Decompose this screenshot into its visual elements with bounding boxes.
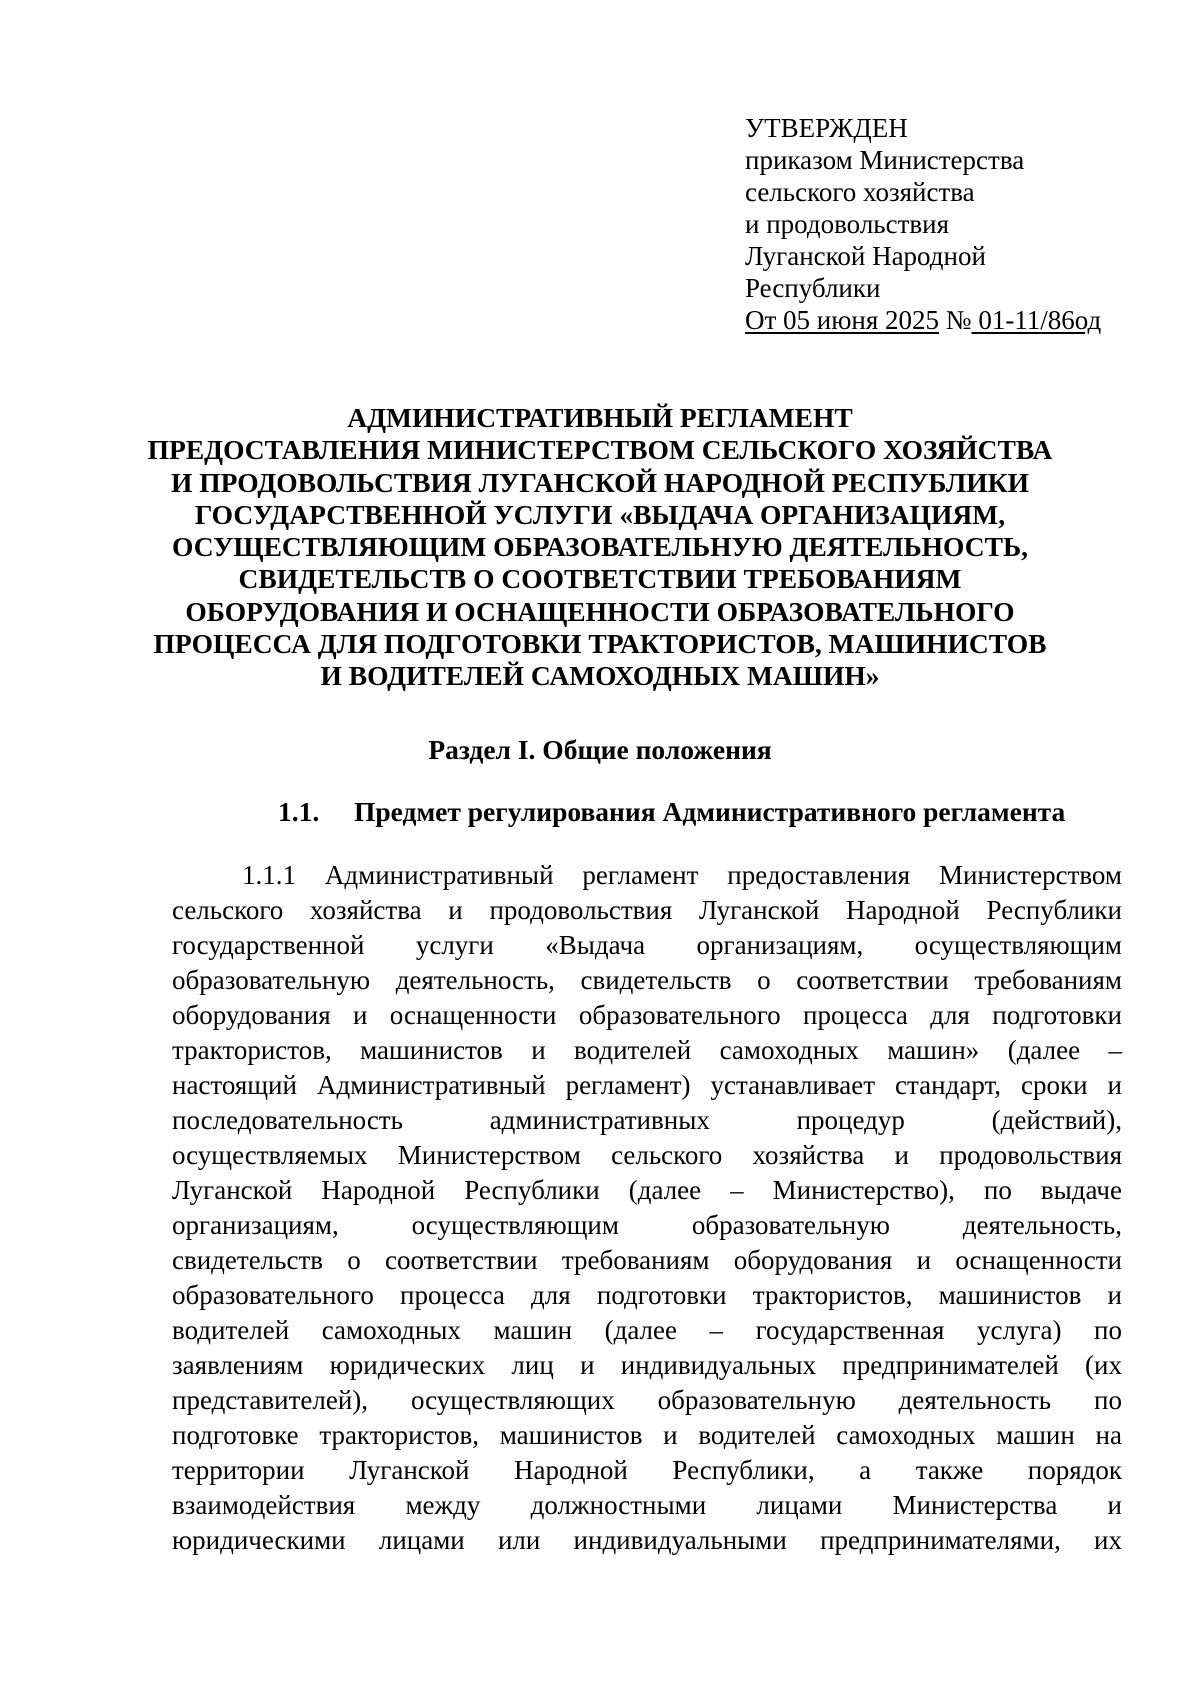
approval-line: Луганской Народной bbox=[745, 241, 986, 271]
approval-line: Республики bbox=[745, 273, 881, 303]
approval-number: 01-11/86од bbox=[978, 305, 1102, 335]
title-line: И ВОДИТЕЛЕЙ САМОХОДНЫХ МАШИН» bbox=[320, 660, 880, 692]
paragraph-line: водителей самоходных машин (далее – государственная услуга) по bbox=[172, 1315, 1122, 1345]
section-heading: Раздел I. Общие положения bbox=[428, 734, 772, 765]
paragraph-line: подготовке трактористов, машинистов и водителей самоходных машин на bbox=[172, 1420, 1122, 1450]
paragraph-line: осуществляемых Министерством сельского хозяйства и продовольствия bbox=[172, 1140, 1122, 1170]
paragraph-line: трактористов, машинистов и водителей самоходных машин» (далее – bbox=[172, 1035, 1122, 1065]
title-line: СВИДЕТЕЛЬСТВ О СООТВЕТСТВИИ ТРЕБОВАНИЯМ bbox=[238, 563, 962, 595]
approval-heading: УТВЕРЖДЕН bbox=[745, 113, 908, 143]
paragraph-line: организациям, осуществляющим образовательную деятельность, bbox=[172, 1210, 1122, 1240]
subsection-number: 1.1. bbox=[278, 796, 320, 827]
paragraph-line: образовательную деятельность, свидетельств о соответствии требованиям bbox=[172, 965, 1122, 995]
paragraph-line: юридическими лицами или индивидуальными предпринимателями, их bbox=[172, 1525, 1122, 1555]
paragraph-line: образовательного процесса для подготовки трактористов, машинистов и bbox=[172, 1280, 1122, 1310]
paragraph-line: 1.1.1 Административный регламент предоставления Министерством bbox=[242, 860, 1122, 890]
title-line: ПРОЦЕССА ДЛЯ ПОДГОТОВКИ ТРАКТОРИСТОВ, МАШИНИСТОВ bbox=[153, 628, 1047, 660]
paragraph-line: последовательность административных процедур (действий), bbox=[172, 1105, 1122, 1135]
paragraph-line: государственной услуги «Выдача организациям, осуществляющим bbox=[172, 930, 1122, 960]
approval-line: сельского хозяйства bbox=[745, 177, 975, 207]
title-line: ОСУЩЕСТВЛЯЮЩИМ ОБРАЗОВАТЕЛЬНУЮ ДЕЯТЕЛЬНОСТЬ, bbox=[171, 531, 1029, 563]
title-line: ПРЕДОСТАВЛЕНИЯ МИНИСТЕРСТВОМ СЕЛЬСКОГО ХОЗЯЙСТВА bbox=[147, 434, 1053, 466]
paragraph-line: свидетельств о соответствии требованиям оборудования и оснащенности bbox=[172, 1245, 1122, 1275]
paragraph-line: Луганской Народной Республики (далее – Министерство), по выдаче bbox=[172, 1175, 1122, 1205]
paragraph-line: представителей), осуществляющих образовательную деятельность по bbox=[172, 1385, 1122, 1415]
paragraph-line: взаимодействия между должностными лицами Министерства и bbox=[172, 1490, 1122, 1520]
paragraph-line: заявлениям юридических лиц и индивидуальных предпринимателей (их bbox=[172, 1350, 1122, 1380]
approval-date-line bbox=[745, 304, 1145, 336]
approval-stamp bbox=[745, 112, 1145, 336]
approval-line: и продовольствия bbox=[745, 209, 950, 239]
title-line: И ПРОДОВОЛЬСТВИЯ ЛУГАНСКОЙ НАРОДНОЙ РЕСПУБЛИКИ bbox=[171, 466, 1029, 498]
approval-line: приказом Министерства bbox=[745, 145, 1025, 175]
title-line: ГОСУДАРСТВЕННОЙ УСЛУГИ «ВЫДАЧА ОРГАНИЗАЦИЯМ, bbox=[194, 498, 1006, 530]
body-paragraph bbox=[172, 858, 1122, 1558]
paragraph-line: настоящий Административный регламент) устанавливает стандарт, сроки и bbox=[172, 1070, 1122, 1100]
approval-number-sign: № bbox=[945, 305, 972, 335]
title-line: АДМИНИСТРАТИВНЫЙ РЕГЛАМЕНТ bbox=[347, 402, 853, 433]
title-line: ОБОРУДОВАНИЯ И ОСНАЩЕННОСТИ ОБРАЗОВАТЕЛЬНОГО bbox=[185, 595, 1015, 627]
paragraph-line: сельского хозяйства и продовольствия Луганской Народной Республики bbox=[172, 895, 1122, 925]
approval-date: От 05 июня 2025 bbox=[745, 305, 940, 335]
paragraph-line: оборудования и оснащенности образовательного процесса для подготовки bbox=[172, 1000, 1122, 1030]
subsection-heading bbox=[278, 796, 1138, 828]
subsection-title: Предмет регулирования Административного регламента bbox=[354, 796, 1066, 827]
document-title bbox=[100, 402, 1100, 693]
paragraph-line: территории Луганской Народной Республики, а также порядок bbox=[172, 1455, 1122, 1485]
